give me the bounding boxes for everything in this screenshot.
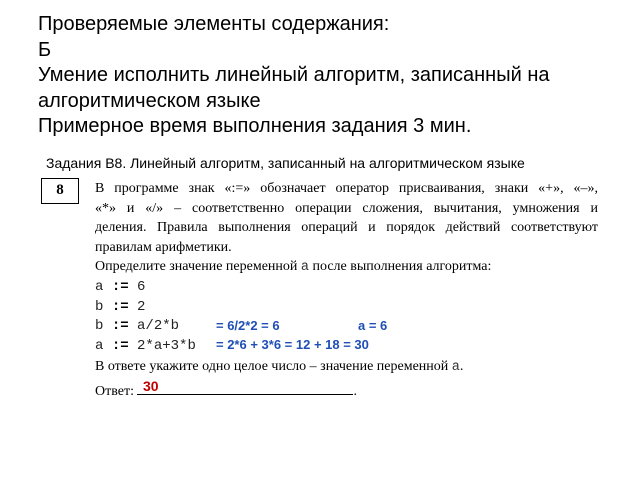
question-variable: a (300, 260, 309, 275)
code-var: b (95, 298, 104, 315)
code-var: b (95, 318, 104, 334)
task-question (95, 257, 598, 278)
task-description-line: правилам арифметики. (95, 239, 232, 255)
header-line: Примерное время выполнения задания 3 мин. (38, 115, 472, 137)
code-line (95, 278, 196, 298)
code-operator: := (111, 298, 129, 315)
answer-line (95, 382, 357, 400)
section-subtitle: Задания B8. Линейный алгоритм, записанный на алгоритмическом языке (46, 155, 525, 171)
instruction-prefix: В ответе укажите одно целое число – значение переменной (95, 359, 452, 374)
code-operator: := (111, 337, 129, 354)
code-var: a (95, 279, 104, 295)
header-block (38, 12, 628, 140)
task-instruction (95, 357, 598, 378)
answer-end: . (353, 384, 357, 399)
code-var: a (95, 337, 104, 354)
task-number-box: 8 (41, 178, 79, 204)
annotation-a-value: a = 6 (358, 318, 388, 333)
header-line: Проверяемые элементы содержания: (38, 13, 390, 35)
algorithm-code (95, 278, 196, 356)
instruction-variable: a (451, 360, 460, 375)
code-expr: 2*a+3*b (137, 337, 196, 354)
question-suffix: после выполнения алгоритма: (309, 259, 492, 274)
code-line (95, 337, 196, 357)
code-line (95, 317, 196, 337)
code-operator: := (111, 279, 129, 295)
annotation-a-calc: = 2*6 + 3*6 = 12 + 18 = 30 (216, 337, 369, 352)
code-line (95, 298, 196, 318)
annotation-b-calc: = 6/2*2 = 6 (216, 318, 280, 333)
task-description-line: деления. Правила выполнения операций и порядок действий соответствуют (95, 220, 598, 235)
header-line: алгоритмическом языке (38, 89, 261, 112)
answer-blank (137, 382, 353, 395)
code-operator: := (111, 318, 129, 334)
header-line: Б (38, 38, 52, 61)
code-expr: 6 (137, 279, 146, 295)
task-text (95, 179, 598, 278)
header-line: Умение исполнить линейный алгоритм, записанный на (38, 64, 550, 86)
code-expr: a/2*b (137, 318, 180, 334)
task-description-line: «*» и «/» – соответственно операции сложения, вычитания, умножения и (95, 200, 598, 216)
answer-value: 30 (143, 378, 159, 394)
task-description-line: В программе знак «:=» обозначает оператор присваивания, знаки «+», «–», (95, 181, 598, 196)
code-expr: 2 (137, 298, 146, 315)
instruction-suffix: . (459, 359, 464, 374)
answer-label: Ответ: (95, 384, 138, 399)
question-prefix: Определите значение переменной (95, 259, 301, 274)
